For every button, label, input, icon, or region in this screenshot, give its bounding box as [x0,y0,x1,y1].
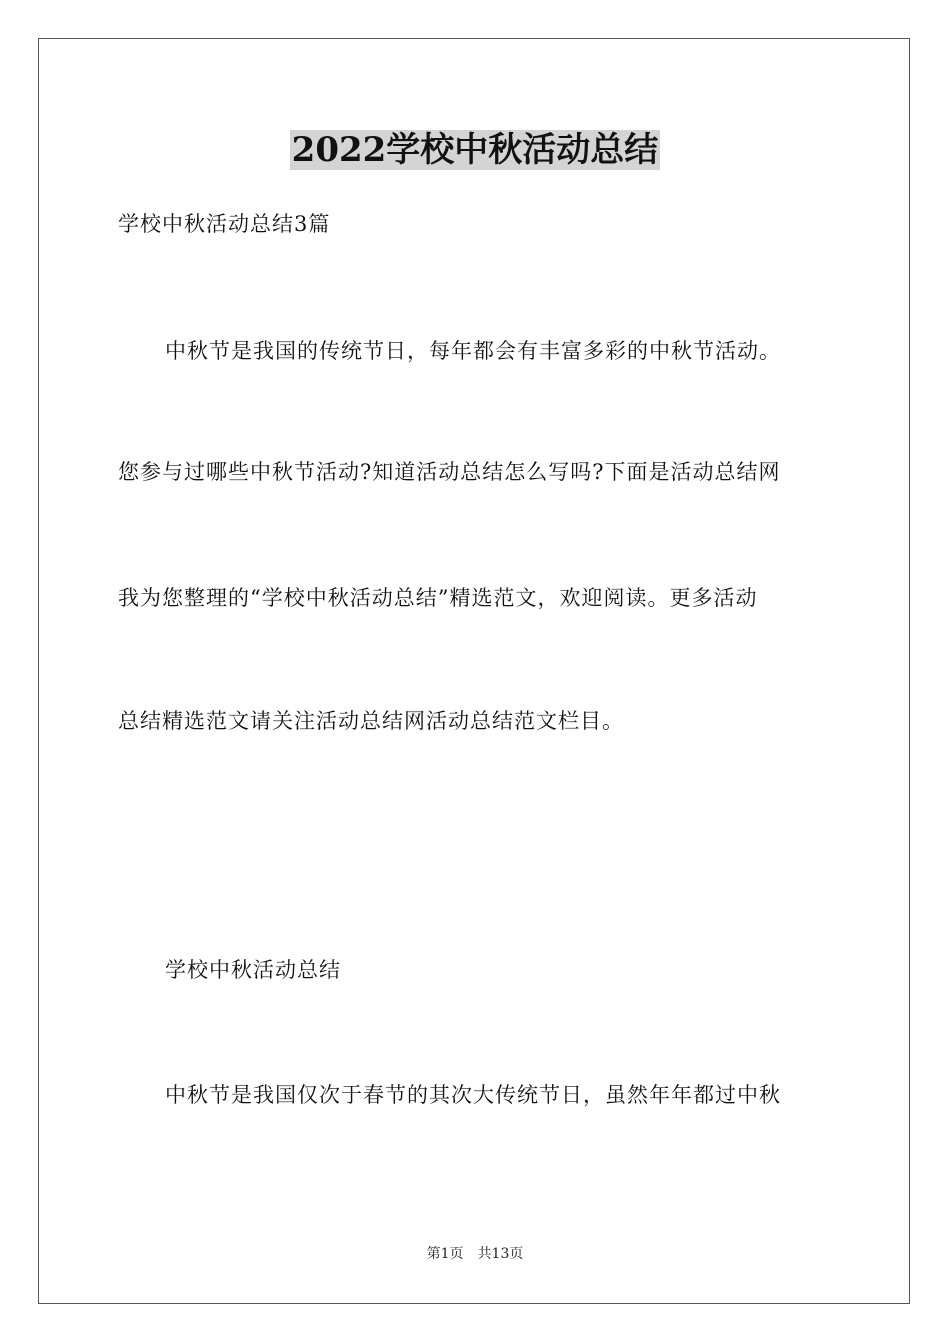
section-heading: 学校中秋活动总结 [165,958,341,982]
page-total: 共13页 [477,1246,524,1262]
page-number: 第1页 [426,1246,464,1262]
document-title-text: 2022学校中秋活动总结 [291,130,659,170]
paragraph-line: 中秋节是我国仅次于春节的其次大传统节日，虽然年年都过中秋 [165,1083,781,1107]
paragraph-line: 总结精选范文请关注活动总结网活动总结范文栏目。 [118,709,624,733]
document-title [0,128,950,172]
document-subtitle: 学校中秋活动总结3篇 [118,212,331,236]
paragraph-line: 我为您整理的“学校中秋活动总结”精选范文，欢迎阅读。更多活动 [118,586,758,610]
paragraph-line: 您参与过哪些中秋节活动?知道活动总结怎么写吗?下面是活动总结网 [118,460,781,484]
paragraph-line: 中秋节是我国的传统节日，每年都会有丰富多彩的中秋节活动。 [165,339,781,363]
page-footer [0,1244,950,1264]
